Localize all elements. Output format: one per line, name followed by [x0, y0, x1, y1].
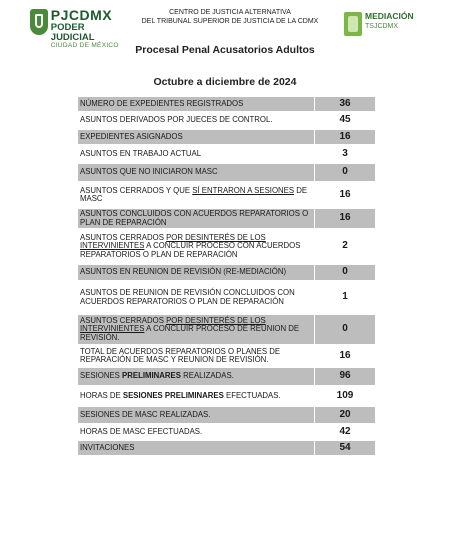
row-value: 45: [315, 112, 376, 130]
table-row: [78, 441, 376, 456]
logo-line-1: PJCDMX: [50, 7, 113, 23]
row-label: ASUNTOS QUE NO INICIARON MASC: [78, 164, 315, 182]
row-label: ASUNTOS EN TRABAJO ACTUAL: [78, 145, 315, 164]
row-label: TOTAL DE ACUERDOS REPARATORIOS O PLANES DE REPARACIÓN DE MASC Y REUNION DE REVISIÓN.: [78, 345, 315, 368]
row-label: ASUNTOS CERRADOS Y QUE SÍ ENTRARON A SESIONES DE MASC: [78, 182, 315, 209]
logo-line-2: PODER JUDICIAL: [50, 22, 95, 43]
pjcdmx-logo: [30, 7, 130, 49]
table-row: [78, 182, 376, 209]
row-label: EXPEDIENTES ASIGNADOS: [78, 130, 315, 145]
table-row: [78, 424, 376, 441]
mediacion-icon: [344, 12, 362, 36]
table-row: [78, 281, 376, 315]
table-row: [78, 407, 376, 424]
document-title: Procesal Penal Acusatorios Adultos: [135, 44, 315, 56]
row-label: ASUNTOS EN REUNION DE REVISIÓN (RE-MEDIACIÓN): [78, 265, 315, 281]
pjcdmx-shield-icon: [30, 9, 48, 35]
row-value: 16: [315, 345, 376, 368]
row-label: ASUNTOS DERIVADOS POR JUECES DE CONTROL.: [78, 112, 315, 130]
row-value: 3: [315, 145, 376, 164]
row-value: 96: [315, 368, 376, 386]
row-value: 16: [315, 182, 376, 209]
period-subtitle: Octubre a diciembre de 2024: [153, 76, 297, 88]
table-row: [78, 229, 376, 265]
institution-heading: [140, 9, 320, 26]
row-label: ASUNTOS DE REUNION DE REVISIÓN CONCLUIDOS CON ACUERDOS REPARATORIOS O PLAN DE REPARACIÓN: [78, 281, 315, 315]
row-label: NÚMERO DE EXPEDIENTES REGISTRADOS: [78, 97, 315, 112]
row-value: 0: [315, 315, 376, 345]
table-row: [78, 164, 376, 182]
row-value: 42: [315, 424, 376, 441]
table-row: [78, 368, 376, 386]
table-row: [78, 130, 376, 145]
table-row: [78, 265, 376, 281]
row-label: ASUNTOS CERRADOS POR DESINTERÉS DE LOS INTERVINIENTES A CONCLUIR PROCESO DE REUNION DE REVISIÓN.: [78, 315, 315, 345]
row-value: 54: [315, 441, 376, 456]
row-label: INVITACIONES: [78, 441, 315, 456]
table-row: [78, 97, 376, 112]
row-value: 20: [315, 407, 376, 424]
table-row: [78, 112, 376, 130]
institution-line-1: CENTRO DE JUSTICIA ALTERNATIVA: [169, 9, 291, 16]
institution-line-2: DEL TRIBUNAL SUPERIOR DE JUSTICIA DE LA CDMX: [141, 17, 319, 25]
row-label: HORAS DE MASC EFECTUADAS.: [78, 424, 315, 441]
table-row: [78, 345, 376, 368]
row-value: 0: [315, 164, 376, 182]
row-value: 109: [315, 386, 376, 407]
row-label: HORAS DE SESIONES PRELIMINARES EFECTUADAS.: [78, 386, 315, 407]
row-label: SESIONES DE MASC REALIZADAS.: [78, 407, 315, 424]
row-label: ASUNTOS CONCLUIDOS CON ACUERDOS REPARATORIOS O PLAN DE REPARACIÓN: [78, 209, 315, 229]
row-label: SESIONES PRELIMINARES REALIZADAS.: [78, 368, 315, 386]
table-row: [78, 209, 376, 229]
mediacion-logo: [344, 12, 424, 42]
row-value: 2: [315, 229, 376, 265]
row-value: 1: [315, 281, 376, 315]
mediacion-line-2: TSJCDMX: [365, 22, 399, 30]
table-row: [78, 145, 376, 164]
mediacion-line-1: MEDIACIÓN: [365, 11, 414, 21]
row-value: 36: [315, 97, 376, 112]
row-value: 0: [315, 265, 376, 281]
row-value: 16: [315, 209, 376, 229]
table-row: [78, 315, 376, 345]
row-label: ASUNTOS CERRADOS POR DESINTERÉS DE LOS INTERVINIENTES A CONCLUIR PROCESO CON ACUERDOS REPARATORIOS O PLAN DE REPARACIÓN: [78, 229, 315, 265]
row-value: 16: [315, 130, 376, 145]
statistics-table: [77, 96, 376, 456]
logo-line-3: CIUDAD DE MÉXICO: [50, 42, 119, 49]
table-row: [78, 386, 376, 407]
